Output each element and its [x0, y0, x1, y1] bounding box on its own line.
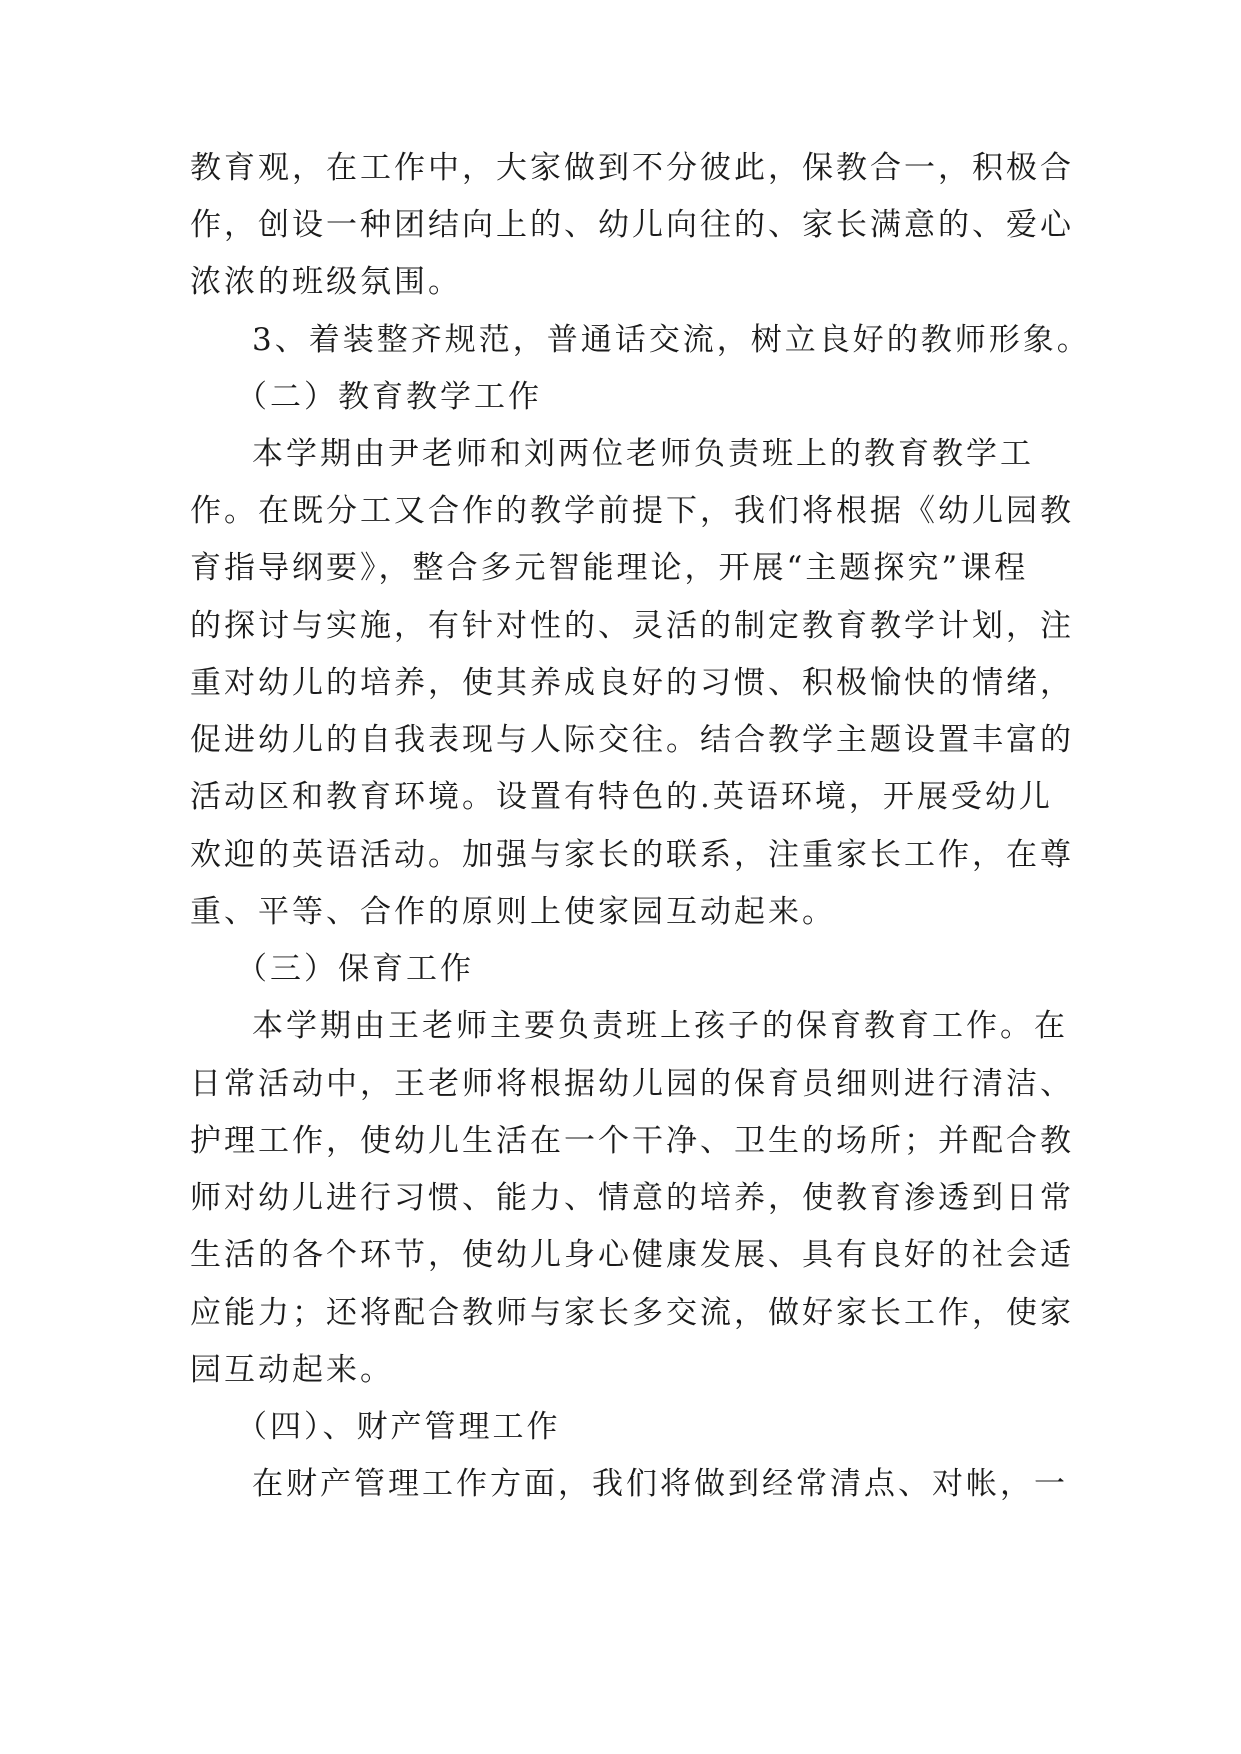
section-heading-4: （四）、财产管理工作 — [236, 1409, 561, 1445]
paragraph-line: 本学期由尹老师和刘两位老师负责班上的教育教学工 — [252, 436, 1034, 472]
paragraph-line: 欢迎的英语活动。加强与家长的联系，注重家长工作，在尊 — [190, 837, 1074, 873]
section-heading-3: （三）保育工作 — [236, 951, 474, 987]
paragraph-line: 重对幼儿的培养，使其养成良好的习惯、积极愉快的情绪， — [190, 665, 1074, 701]
paragraph-line: 育指导纲要》，整合多元智能理论，开展“主题探究”课程 — [190, 550, 1029, 586]
paragraph-line: 应能力；还将配合教师与家长多交流，做好家长工作，使家 — [190, 1295, 1074, 1331]
paragraph-line: 的探讨与实施，有针对性的、灵活的制定教育教学计划，注 — [190, 608, 1074, 644]
paragraph-line: 师对幼儿进行习惯、能力、情意的培养，使教育渗透到日常 — [190, 1180, 1074, 1216]
paragraph-line: 护理工作，使幼儿生活在一个干净、卫生的场所；并配合教 — [190, 1123, 1074, 1159]
paragraph-line: 作，创设一种团结向上的、幼儿向往的、家长满意的、爱心 — [190, 207, 1074, 243]
paragraph-line: 作。在既分工又合作的教学前提下，我们将根据《幼儿园教 — [190, 493, 1074, 529]
paragraph-line: 浓浓的班级氛围。 — [190, 264, 462, 300]
paragraph-line: 重、平等、合作的原则上使家园互动起来。 — [190, 894, 836, 930]
paragraph-line: 促进幼儿的自我表现与人际交往。结合教学主题设置丰富的 — [190, 722, 1074, 758]
paragraph-line: 教育观，在工作中，大家做到不分彼此，保教合一，积极合 — [190, 150, 1074, 186]
paragraph-line: 日常活动中，王老师将根据幼儿园的保育员细则进行清洁、 — [190, 1066, 1074, 1102]
paragraph-line: 活动区和教育环境。设置有特色的.英语环境，开展受幼儿 — [190, 779, 1053, 815]
paragraph-line: 生活的各个环节，使幼儿身心健康发展、具有良好的社会适 — [190, 1237, 1074, 1273]
paragraph-line: 园互动起来。 — [190, 1352, 394, 1388]
paragraph-line: 在财产管理工作方面，我们将做到经常清点、对帐，一 — [252, 1466, 1068, 1502]
section-heading-2: （二）教育教学工作 — [236, 379, 542, 415]
paragraph-line: 本学期由王老师主要负责班上孩子的保育教育工作。在 — [252, 1008, 1068, 1044]
list-item-3: 3、着装整齐规范，普通话交流，树立良好的教师形象。 — [252, 322, 1091, 358]
